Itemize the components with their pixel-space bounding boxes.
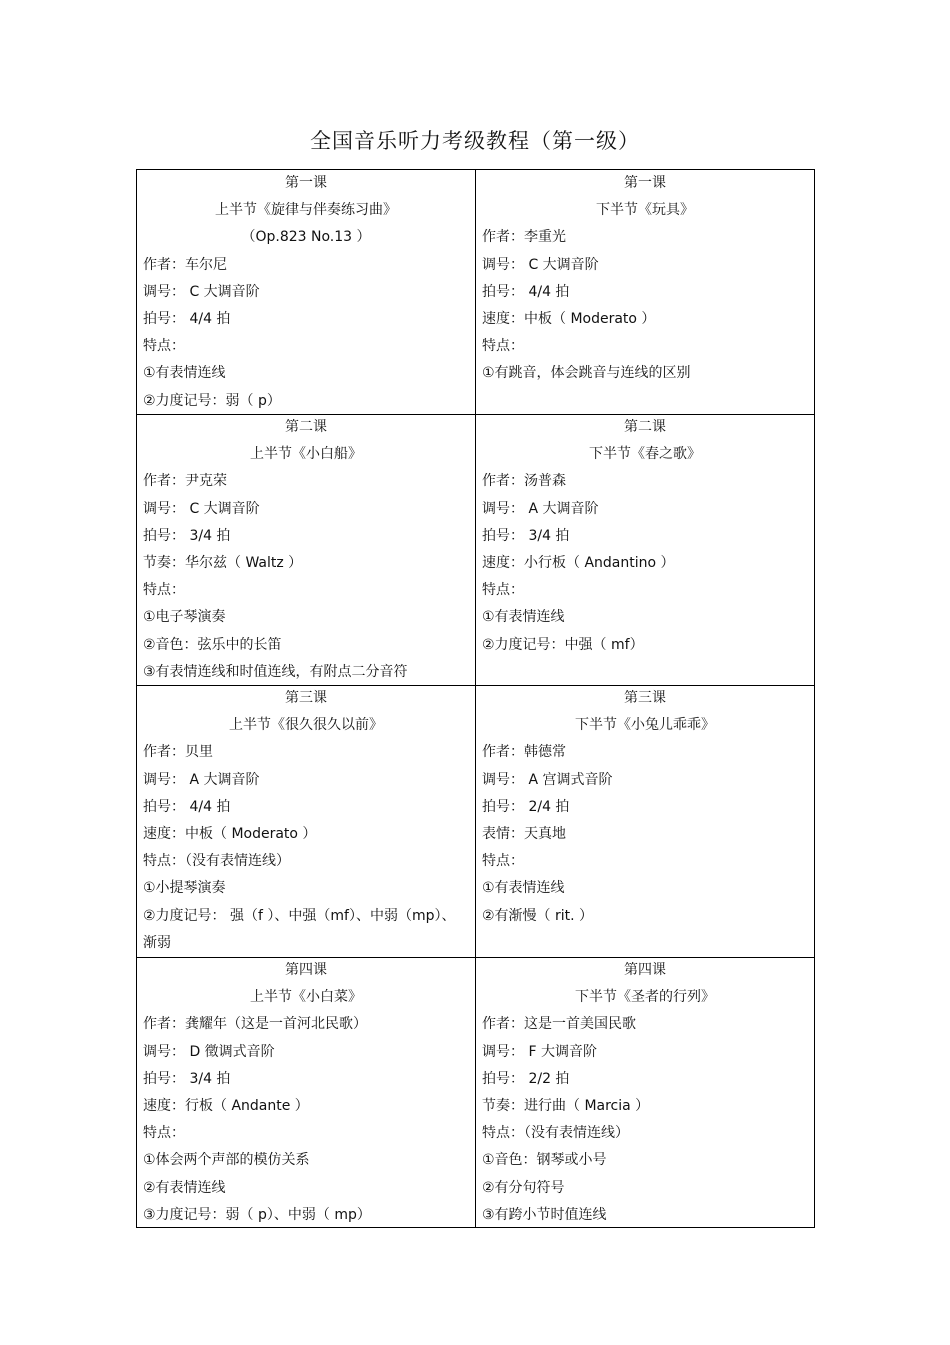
lesson-line: 作者：汤普森 <box>482 473 566 490</box>
lesson-line: ②有表情连线 <box>143 1179 226 1196</box>
lesson-piece-title: 下半节《小兔儿乖乖》 <box>575 717 715 734</box>
lesson-line: 特点： <box>143 1125 185 1142</box>
lesson-heading: 第三课 <box>624 690 666 706</box>
lesson-table <box>136 169 815 1228</box>
lesson-line: 作者：贝里 <box>143 744 213 761</box>
lesson-line: ①体会两个声部的模仿关系 <box>143 1152 310 1169</box>
lesson-line: 特点：（没有表情连线） <box>482 1125 629 1142</box>
lesson-line: 拍号： 3/4 拍 <box>143 1070 231 1087</box>
lesson-line: 速度：中板（ Moderato ） <box>143 825 317 842</box>
lesson-line: 拍号： 4/4 拍 <box>482 283 570 300</box>
lesson-line: ①有表情连线 <box>482 609 565 626</box>
lesson-line: 特点：（没有表情连线） <box>143 853 290 870</box>
lesson-line: 拍号： 3/4 拍 <box>143 527 231 544</box>
lesson-line: ②音色：弦乐中的长笛 <box>143 636 282 653</box>
lesson-line: 调号： A 宫调式音阶 <box>482 771 613 788</box>
lesson-heading: 第四课 <box>285 962 327 978</box>
lesson-line: 调号： A 大调音阶 <box>482 500 599 517</box>
lesson-line: 作者：李重光 <box>482 229 566 246</box>
lesson-line: 拍号： 2/4 拍 <box>482 798 570 815</box>
lesson-line: 节奏：华尔兹（ Waltz ） <box>143 554 303 571</box>
lesson-heading: 第一课 <box>285 175 327 191</box>
lesson-cell-4-right <box>476 957 814 1228</box>
lesson-heading: 第三课 <box>285 690 327 706</box>
lesson-line: 特点： <box>482 853 524 870</box>
lesson-line: ①音色：钢琴或小号 <box>482 1152 607 1169</box>
lesson-line: 特点： <box>143 338 185 355</box>
lesson-cell-2-left <box>137 414 475 685</box>
lesson-line: ①有表情连线 <box>482 880 565 897</box>
lesson-line: ②有渐慢（ rit. ） <box>482 907 594 924</box>
lesson-heading: 第二课 <box>285 419 327 435</box>
lesson-line: 拍号： 3/4 拍 <box>482 527 570 544</box>
lesson-line: ①小提琴演奏 <box>143 880 226 897</box>
lesson-heading: 第二课 <box>624 419 666 435</box>
lesson-heading: 第一课 <box>624 175 666 191</box>
lesson-cell-1-left <box>137 170 475 414</box>
lesson-line: ②力度记号：弱（ p） <box>143 392 281 409</box>
lesson-line: 速度：中板（ Moderato ） <box>482 310 656 327</box>
lesson-line: ①有跳音，体会跳音与连线的区别 <box>482 365 691 382</box>
lesson-line: 调号： D 徵调式音阶 <box>143 1043 275 1060</box>
lesson-line: ②力度记号： 强（f ）、中强（mf）、中弱（mp）、 <box>143 907 456 924</box>
lesson-cell-1-right <box>476 170 814 414</box>
lesson-line: 速度：小行板（ Andantino ） <box>482 554 675 571</box>
lesson-line: ②有分句符号 <box>482 1179 565 1196</box>
lesson-line: 作者：尹克荣 <box>143 473 227 490</box>
lesson-line: 调号： C 大调音阶 <box>143 500 260 517</box>
lesson-piece-title: 下半节《圣者的行列》 <box>575 989 715 1006</box>
lesson-line: 渐弱 <box>143 934 171 951</box>
page-title: 全国音乐听力考级教程（第一级） <box>310 129 640 153</box>
lesson-line: ①电子琴演奏 <box>143 609 226 626</box>
lesson-line: ③有跨小节时值连线 <box>482 1206 607 1223</box>
lesson-line: 节奏：进行曲（ Marcia ） <box>482 1097 650 1114</box>
lesson-line: 作者：车尔尼 <box>143 256 227 273</box>
lesson-cell-2-right <box>476 414 814 685</box>
lesson-line: 作者：韩德常 <box>482 744 566 761</box>
lesson-piece-title: 上半节《很久很久以前》 <box>229 717 383 734</box>
lesson-line: 特点： <box>482 338 524 355</box>
lesson-line: 调号： C 大调音阶 <box>482 256 599 273</box>
lesson-piece-title: 上半节《小白菜》 <box>250 989 362 1006</box>
lesson-line: 调号： C 大调音阶 <box>143 283 260 300</box>
lesson-piece-title: 下半节《春之歌》 <box>589 446 701 463</box>
lesson-cell-3-left <box>137 685 475 957</box>
lesson-line: 特点： <box>482 582 524 599</box>
lesson-piece-title: 上半节《旋律与伴奏练习曲》 <box>215 202 397 219</box>
lesson-line: （Op.823 No.13 ） <box>241 229 371 246</box>
lesson-piece-title: 下半节《玩具》 <box>596 202 694 219</box>
lesson-line: ③力度记号：弱（ p）、中弱（ mp） <box>143 1206 371 1223</box>
lesson-line: ①有表情连线 <box>143 365 226 382</box>
lesson-line: 拍号： 4/4 拍 <box>143 310 231 327</box>
lesson-cell-4-left <box>137 957 475 1228</box>
lesson-line: 调号： F 大调音阶 <box>482 1043 597 1060</box>
lesson-line: ②力度记号：中强（ mf） <box>482 636 644 653</box>
lesson-line: 拍号： 2/2 拍 <box>482 1070 570 1087</box>
lesson-line: 表情：天真地 <box>482 825 566 842</box>
lesson-heading: 第四课 <box>624 962 666 978</box>
lesson-line: 作者：龚耀年（这是一首河北民歌） <box>143 1016 367 1033</box>
lesson-line: 作者：这是一首美国民歌 <box>482 1016 636 1033</box>
lesson-line: 拍号： 4/4 拍 <box>143 798 231 815</box>
lesson-line: 速度：行板（ Andante ） <box>143 1097 309 1114</box>
lesson-line: ③有表情连线和时值连线，有附点二分音符 <box>143 663 408 680</box>
lesson-line: 调号： A 大调音阶 <box>143 771 260 788</box>
lesson-cell-3-right <box>476 685 814 957</box>
lesson-piece-title: 上半节《小白船》 <box>250 446 362 463</box>
lesson-line: 特点： <box>143 582 185 599</box>
